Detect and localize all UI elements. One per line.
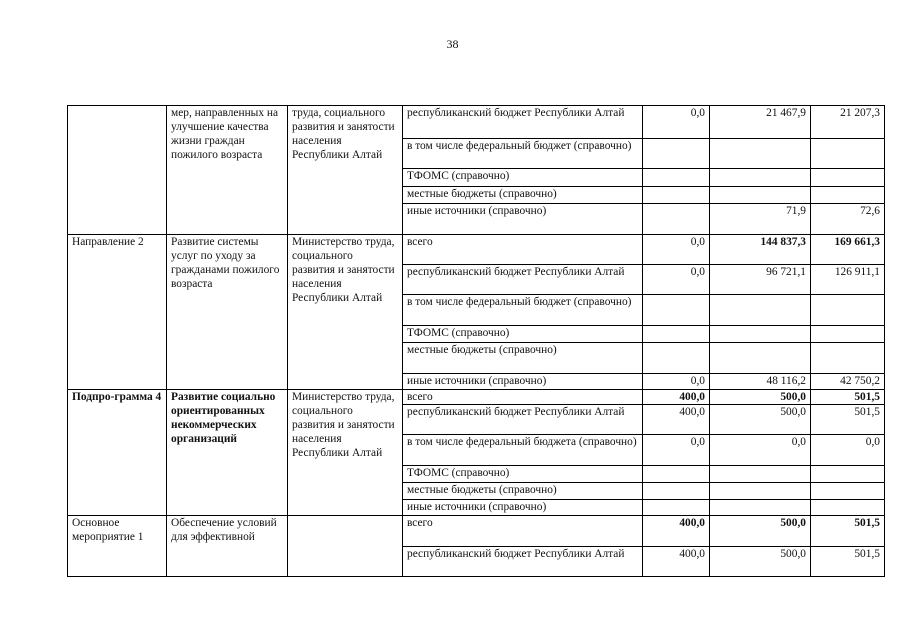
executor-cell: Министерство труда, социального развития и занятости населения Республики Алтай xyxy=(288,390,403,516)
name-cell: Развитие системы услуг по уходу за гражданами пожилого возраста xyxy=(167,235,288,390)
value-cell xyxy=(811,483,885,500)
budget-table xyxy=(67,105,885,577)
source-cell: местные бюджеты (справочно) xyxy=(403,483,643,500)
value-cell xyxy=(811,326,885,343)
code-cell: Подпро-грамма 4 xyxy=(68,390,167,516)
value-cell: 400,0 xyxy=(643,516,710,547)
value-cell: 0,0 xyxy=(643,106,710,139)
value-cell: 400,0 xyxy=(643,405,710,435)
source-cell: всего xyxy=(403,516,643,547)
table-row xyxy=(68,106,885,139)
value-cell: 500,0 xyxy=(710,390,811,405)
executor-cell: Министерство труда, социального развития и занятости населения Республики Алтай xyxy=(288,235,403,390)
table-row xyxy=(68,390,885,405)
value-cell: 0,0 xyxy=(811,435,885,466)
value-cell xyxy=(643,169,710,187)
source-cell: местные бюджеты (справочно) xyxy=(403,187,643,204)
source-cell: местные бюджеты (справочно) xyxy=(403,343,643,374)
source-cell: в том числе федеральный бюджет (справочно) xyxy=(403,295,643,326)
value-cell xyxy=(710,169,811,187)
source-cell: ТФОМС (справочно) xyxy=(403,326,643,343)
value-cell: 21 207,3 xyxy=(811,106,885,139)
table-row xyxy=(68,516,885,547)
value-cell: 48 116,2 xyxy=(710,374,811,390)
value-cell xyxy=(643,187,710,204)
value-cell: 0,0 xyxy=(643,265,710,295)
value-cell xyxy=(811,187,885,204)
value-cell: 0,0 xyxy=(643,235,710,265)
value-cell xyxy=(710,500,811,516)
source-cell: республиканский бюджет Республики Алтай xyxy=(403,265,643,295)
name-cell: мер, направленных на улучшение качества жизни граждан пожилого возраста xyxy=(167,106,288,235)
executor-cell: труда, социального развития и занятости населения Республики Алтай xyxy=(288,106,403,235)
value-cell: 42 750,2 xyxy=(811,374,885,390)
value-cell xyxy=(811,139,885,169)
value-cell xyxy=(710,326,811,343)
source-cell: всего xyxy=(403,235,643,265)
value-cell: 0,0 xyxy=(643,435,710,466)
page-number: 38 xyxy=(446,37,459,51)
source-cell: иные источники (справочно) xyxy=(403,204,643,235)
value-cell xyxy=(710,295,811,326)
value-cell xyxy=(710,483,811,500)
source-cell: иные источники (справочно) xyxy=(403,500,643,516)
value-cell: 500,0 xyxy=(710,547,811,577)
value-cell xyxy=(811,169,885,187)
value-cell: 501,5 xyxy=(811,405,885,435)
code-cell: Направление 2 xyxy=(68,235,167,390)
code-cell: Основное мероприятие 1 xyxy=(68,516,167,577)
source-cell: республиканский бюджет Республики Алтай xyxy=(403,106,643,139)
code-cell xyxy=(68,106,167,235)
source-cell: в том числе федеральный бюджета (справочно) xyxy=(403,435,643,466)
value-cell: 144 837,3 xyxy=(710,235,811,265)
value-cell xyxy=(710,466,811,483)
source-cell: в том числе федеральный бюджет (справочно) xyxy=(403,139,643,169)
value-cell: 501,5 xyxy=(811,516,885,547)
value-cell xyxy=(710,187,811,204)
executor-cell xyxy=(288,516,403,577)
value-cell xyxy=(643,500,710,516)
value-cell xyxy=(643,326,710,343)
value-cell: 500,0 xyxy=(710,405,811,435)
value-cell: 400,0 xyxy=(643,547,710,577)
value-cell: 501,5 xyxy=(811,390,885,405)
value-cell: 71,9 xyxy=(710,204,811,235)
value-cell: 96 721,1 xyxy=(710,265,811,295)
value-cell: 126 911,1 xyxy=(811,265,885,295)
source-cell: республиканский бюджет Республики Алтай xyxy=(403,547,643,577)
source-cell: ТФОМС (справочно) xyxy=(403,169,643,187)
value-cell xyxy=(811,295,885,326)
value-cell xyxy=(643,343,710,374)
value-cell xyxy=(643,295,710,326)
table-row xyxy=(68,235,885,265)
value-cell xyxy=(811,343,885,374)
value-cell: 400,0 xyxy=(643,390,710,405)
value-cell: 72,6 xyxy=(811,204,885,235)
source-cell: республиканский бюджет Республики Алтай xyxy=(403,405,643,435)
value-cell xyxy=(643,204,710,235)
value-cell xyxy=(811,500,885,516)
value-cell xyxy=(710,139,811,169)
value-cell: 501,5 xyxy=(811,547,885,577)
value-cell: 169 661,3 xyxy=(811,235,885,265)
name-cell: Развитие социально ориентированных некоммерческих организаций xyxy=(167,390,288,516)
source-cell: ТФОМС (справочно) xyxy=(403,466,643,483)
value-cell: 0,0 xyxy=(710,435,811,466)
source-cell: всего xyxy=(403,390,643,405)
source-cell: иные источники (справочно) xyxy=(403,374,643,390)
value-cell xyxy=(710,343,811,374)
value-cell: 21 467,9 xyxy=(710,106,811,139)
value-cell xyxy=(643,139,710,169)
value-cell xyxy=(643,466,710,483)
value-cell: 0,0 xyxy=(643,374,710,390)
value-cell: 500,0 xyxy=(710,516,811,547)
value-cell xyxy=(811,466,885,483)
name-cell: Обеспечение условий для эффективной xyxy=(167,516,288,577)
value-cell xyxy=(643,483,710,500)
